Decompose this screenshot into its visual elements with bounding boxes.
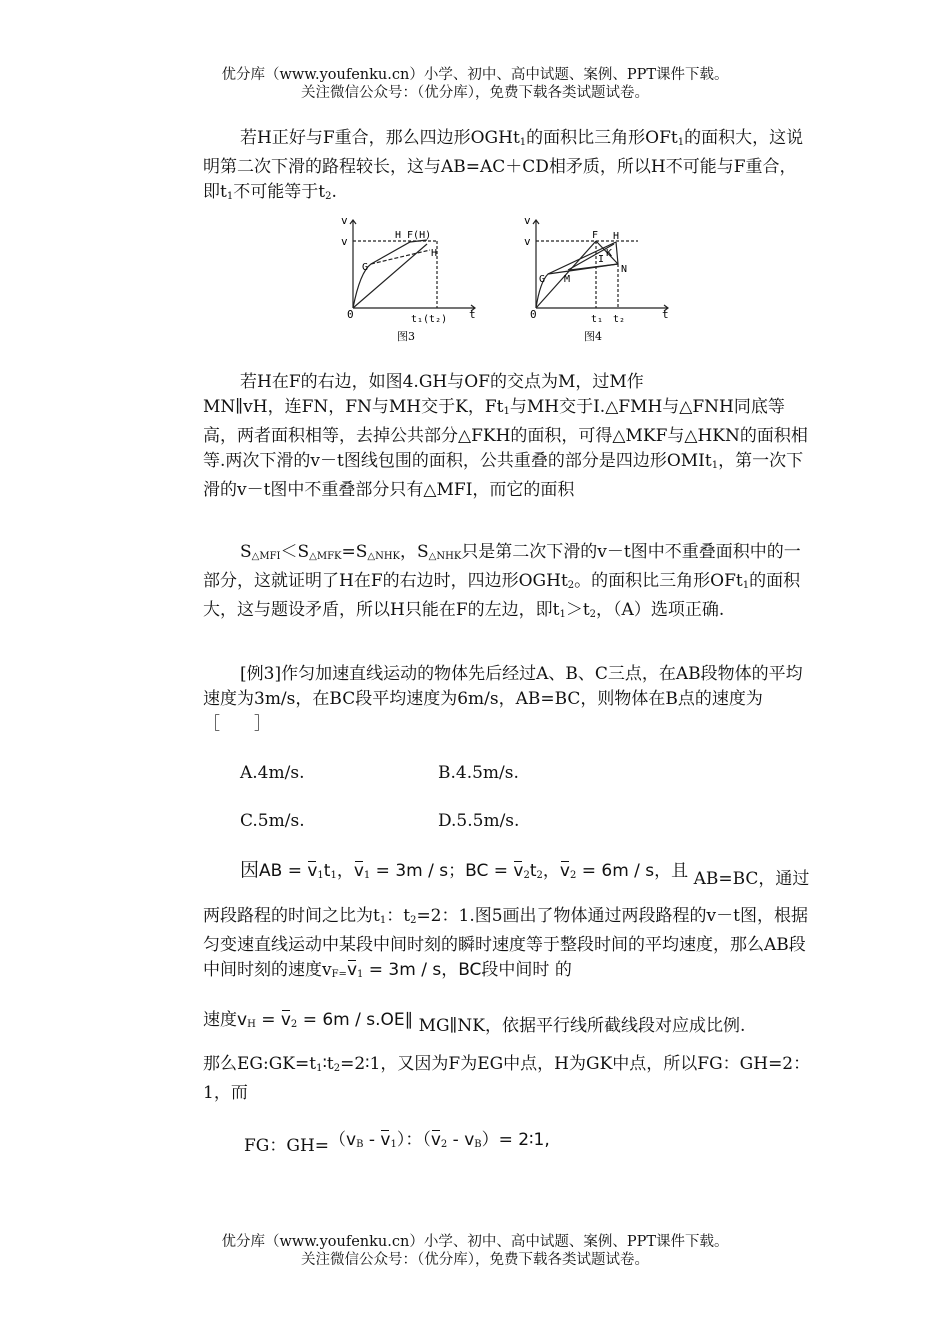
figure-3 <box>335 212 490 347</box>
fig3-v-axis-label: v <box>341 214 348 227</box>
fig4-g-label: G <box>539 274 546 285</box>
equation-line-3: FG：$GH=(v_B - v_1)$：$(v_2 - v_B)=$ 2∶1, <box>244 1130 550 1156</box>
fig4-t2-tick: t₂ <box>613 314 626 325</box>
option-d: D.5.5m/s. <box>438 811 520 831</box>
fig3-t1-tick: t₁(t₂) <box>411 314 448 325</box>
fig4-h-label: H <box>613 231 620 242</box>
fig3-h-label: H <box>431 248 438 259</box>
fig4-v-tick: v <box>524 235 531 248</box>
footer-line-2: 关注微信公众号：（优分库），免费下载各类试题试卷。 <box>301 1252 649 1268</box>
fig3-t-axis-label: t <box>469 308 476 321</box>
paragraph-5: 那么$EG:GK=t_1∶t_2=2∶1$，又因为F为EG中点，H为GK中点，所以FG：GH=2：1，而 <box>203 1054 811 1103</box>
fig4-t-axis-label: t <box>662 308 669 321</box>
option-b: B.4.5m/s. <box>438 763 519 783</box>
fig4-k-label: K <box>606 248 613 259</box>
option-a: A.4m/s. <box>240 763 305 783</box>
footer-line-1: 优分库（www.youfenku.cn）小学、初中、高中试题、案例、PPT课件下载。 <box>221 1234 729 1250</box>
fig4-m-label: M <box>564 274 571 285</box>
fig3-origin: 0 <box>347 308 354 321</box>
fig3-hf-label: H F(H) <box>395 230 432 241</box>
fig4-v-axis-label: v <box>524 214 531 227</box>
fig4-t1-tick: t₁ <box>591 314 604 325</box>
option-c: C.5m/s. <box>240 811 305 831</box>
figure-4 <box>518 212 678 347</box>
fig4-caption: 图4 <box>584 330 602 343</box>
fig4-origin: 0 <box>530 308 537 321</box>
header-line-1: 优分库（www.youfenku.cn）小学、初中、高中试题、案例、PPT课件下载。 <box>221 67 729 83</box>
paragraph-2: 若H在F的右边，如图4.GH与OF的交点为M，过M作 MN∥vH，连FN，FN与MH交于K，$Ft_1$与MH交于I.△FMH与△FNH同底等高，两者面积相等，去掉公共部分△FKH的面积，可得△MKF与△HKN的面积相等.两次下滑的v－t图线包围的面积，公共重叠的部分是四边形OMIt$_1$，第一次下滑的v－t图中不重叠部分只有△MFI，而它的面积 <box>203 372 808 500</box>
fig3-v-tick: v <box>341 235 348 248</box>
fig4-i-label: I <box>598 254 605 265</box>
paragraph-1: 若H正好与F重合，那么四边形OGHt$_1$的面积比三角形OFt$_1$的面积大，这说明第二次下滑的路程较长，这与AB=AC＋CD相矛质，所以H不可能与F重合，即$t_1$不可能等于$t_2$. <box>203 128 804 202</box>
fig3-caption: 图3 <box>397 330 415 343</box>
fig3-g-label: G <box>362 262 369 273</box>
fig4-n-label: N <box>621 264 628 275</box>
example-3-question: [例3]作匀加速直线运动的物体先后经过A、B、C三点，在AB段物体的平均速度为3m/s，在BC段平均速度为6m/s，AB=BC，则物体在B点的速度为［ ］ <box>203 664 803 734</box>
header-line-2: 关注微信公众号：（优分库），免费下载各类试题试卷。 <box>301 85 649 101</box>
equation-line-2: 速度$v_H = v_2 = 6m$ / s.OE∥ MG∥NK，依据平行线所截线段对应成比例. <box>203 1010 746 1036</box>
equation-line-1: 因AB = $v_1t_1$，$v_1 = 3m / s$；BC = $v_2t_2$，$v_2 = 6m / s$，且 AB=BC，通过 <box>240 859 810 889</box>
fig4-f-label: F <box>592 230 599 241</box>
paragraph-3: $S_{\triangle MFI}<S_{\triangle MFK}=S_{\triangle NHK}$，$S_{\triangle NHK}$只是第二次下滑的v－t图中不重叠面积中的一部分，这就证明了H在F的右边时，四边形OGHt$_2$。的面积比三角形OFt$_1$的面积大，这与题设矛盾，所以H只能在F的左边，即$t_1>t_2$，（A）选项正确. <box>203 542 801 620</box>
paragraph-4: 两段路程的时间之比为$t_1$：$t_2=2$：1.图5画出了物体通过两段路程的v－t图，根据匀变速直线运动中某段中间时刻的瞬时速度等于整段时间的平均速度，那么AB段中间时刻的速度$v_{F=}v_1 = 3m / s$，BC段中间时 的 <box>203 904 813 987</box>
